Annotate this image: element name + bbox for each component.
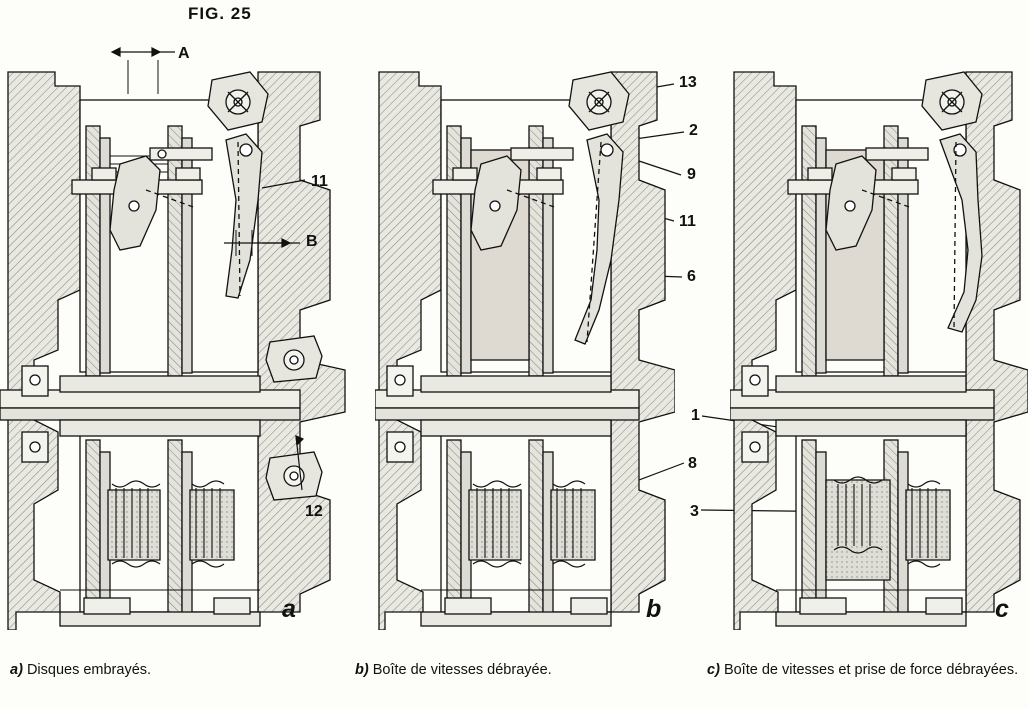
shaft-collar-lower-b <box>421 420 611 436</box>
panel-letter-a: a <box>282 595 296 623</box>
bolt-head-1-b <box>453 168 477 180</box>
caption-b-text: Boîte de vitesses débrayée. <box>372 662 552 678</box>
caption-c-label: c) <box>707 662 720 678</box>
input-shaft-b <box>375 390 639 408</box>
callout-b-13: 13 <box>679 74 697 91</box>
clutch-drum-outer-upper-c <box>802 126 816 376</box>
callout-b-11: 11 <box>679 213 696 230</box>
adjuster-rod-c <box>866 148 928 160</box>
callout-b-2: 2 <box>689 122 698 139</box>
caption-a <box>10 660 340 680</box>
panel-b-diagram <box>375 60 675 630</box>
callout-b-8: 8 <box>688 455 697 472</box>
input-shaft-lower-b <box>375 408 639 420</box>
callout-b-9: 9 <box>687 166 696 183</box>
pto-drum-inner-b <box>529 440 543 622</box>
caption-c <box>707 660 1027 680</box>
adjuster-rod-b <box>511 148 573 160</box>
callout-a-B: B <box>306 233 318 250</box>
callout-a-12: 12 <box>305 503 323 520</box>
housing-left-section-c <box>734 72 796 630</box>
clutch-drum-inner-upper-c <box>884 126 898 376</box>
shaft-collar-b <box>421 376 611 392</box>
caption-b-label: b) <box>355 662 369 678</box>
bolt-head-2-b <box>537 168 561 180</box>
housing-left-section-b <box>379 72 441 630</box>
caption-a-label: a) <box>10 662 23 678</box>
caption-c-text: Boîte de vitesses et prise de force débrayées. <box>723 662 1019 678</box>
panel-letter-b: b <box>646 595 662 623</box>
clutch-drum-outer-upper-b <box>447 126 461 376</box>
callout-b-6: 6 <box>687 268 696 285</box>
callout-a-A: A <box>178 45 190 62</box>
callout-c-3: 3 <box>690 503 699 520</box>
pto-drum-outer-b <box>447 440 461 622</box>
bottom-bolt-2-b <box>571 598 607 614</box>
caption-a-text: Disques embrayés. <box>26 662 152 678</box>
input-shaft-c <box>730 390 994 408</box>
pto-piston-c <box>826 480 890 580</box>
panel-c-diagram <box>730 60 1028 630</box>
figure-title: FIG. 25 <box>188 4 252 23</box>
panel-letter-c: c <box>995 595 1009 623</box>
pto-drum-outer-c <box>802 440 816 622</box>
callout-a-11: 11 <box>311 173 328 190</box>
fork-pivot-b <box>601 144 613 156</box>
lever-pivot-pin-b <box>490 201 500 211</box>
clutch-drum-inner-upper-b <box>529 126 543 376</box>
bottom-bolt-1-b <box>445 598 491 614</box>
callout-c-1: 1 <box>691 407 700 424</box>
caption-b <box>355 660 625 680</box>
